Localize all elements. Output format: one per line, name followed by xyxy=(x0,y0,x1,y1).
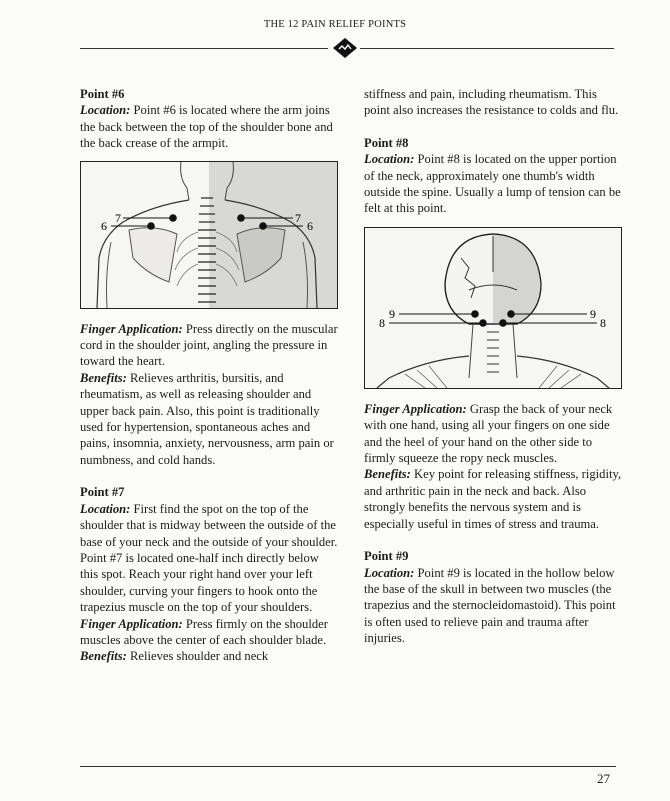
finger-application-label: Finger Application: xyxy=(364,401,467,416)
running-header: THE 12 PAIN RELIEF POINTS xyxy=(263,19,407,30)
location-label: Location: xyxy=(80,501,131,516)
figure-label-9-left: 9 xyxy=(389,306,395,321)
point-6-benefits xyxy=(80,370,338,468)
point-8-heading: Point #8 xyxy=(364,135,409,150)
point-8-left-marker xyxy=(479,319,487,327)
point-7-benefits xyxy=(80,648,338,664)
figure-label-7-right: 7 xyxy=(295,210,301,225)
point-6-right-marker xyxy=(259,222,267,230)
shoulder-back-illustration xyxy=(81,162,337,308)
right-column xyxy=(364,86,622,647)
figure-label-7-left: 7 xyxy=(115,210,121,225)
point-7-benefits-text: Relieves shoulder and neck xyxy=(130,649,269,664)
point-8-finger-text: Grasp the back of your neck with one hand, using all your fingers on one side and the heel of your hand on the other side to firmly squeeze the ropy neck muscles. xyxy=(364,401,613,466)
point-6-benefits-text: Relieves arthritis, bursitis, and rheumatism, as well as releasing shoulder and upper back pain. Also, this point is traditionally used for hypertension, spontaneous aches and pains, insomnia, anxiety, nervousness, arm pain or numbness, and cold hands. xyxy=(80,370,334,467)
point-6-heading: Point #6 xyxy=(80,87,125,101)
location-label: Location: xyxy=(80,103,131,118)
point-8-right-marker xyxy=(499,319,507,327)
left-column xyxy=(80,86,338,665)
neck-back-illustration xyxy=(365,228,621,388)
neck-back-figure xyxy=(364,227,622,389)
figure-label-6-right: 6 xyxy=(307,218,313,233)
point-7-right-marker xyxy=(237,214,245,222)
finger-application-label: Finger Application: xyxy=(80,321,183,336)
point-8-benefits xyxy=(364,466,622,532)
location-label: Location: xyxy=(364,152,415,167)
point-7-benefits-continued: stiffness and pain, including rheumatism. This point also increases the resistance to colds and flu. xyxy=(364,87,619,118)
point-7-finger-application xyxy=(80,616,338,649)
point-7-location xyxy=(80,501,338,616)
point-6-finger-text: Press directly on the muscular cord in the shoulder joint, angling the pressure in toward the heart. xyxy=(80,321,338,369)
point-7-left-marker xyxy=(169,214,177,222)
point-7-heading: Point #7 xyxy=(80,485,125,500)
point-6-finger-application xyxy=(80,321,338,370)
point-7-finger-text: Press firmly on the shoulder muscles above the center of each shoulder blade. xyxy=(80,616,328,647)
point-9-location-text: Point #9 is located in the hollow below the base of the skull in between two muscles (the trapezius and the sternocleidomastoid). This point is often used to relieve pain and trauma after injuries. xyxy=(364,565,616,646)
point-7-location-text: First find the spot on the top of the shoulder that is midway between the outside of the base of your neck and the outside of your shoulder. Point #7 is located one-half inch directly below this spot. Reach your right hand over your left shoulder, curving your fingers to hook onto the trapezius muscle on the top of your shoulders. xyxy=(80,501,338,615)
footer-rule xyxy=(80,766,616,767)
header-rule-right xyxy=(360,48,614,49)
benefits-label: Benefits: xyxy=(80,649,127,664)
point-9-location xyxy=(364,565,622,647)
point-6-location xyxy=(80,102,338,151)
benefits-label: Benefits: xyxy=(80,370,127,385)
point-9-right-marker xyxy=(507,310,515,318)
header-rule-left xyxy=(80,48,328,49)
point-9-left-marker xyxy=(471,310,479,318)
figure-label-8-left: 8 xyxy=(379,315,385,330)
figure-label-6-left: 6 xyxy=(101,218,107,233)
point-8-location-text: Point #8 is located on the upper portion of the neck, approximately one thumb's width outside the spine. Usually a lump of tension can be felt at this point. xyxy=(364,152,621,216)
page-number: 27 xyxy=(597,771,610,786)
point-9-heading: Point #9 xyxy=(364,549,409,564)
point-8-location xyxy=(364,151,622,217)
figure-label-9-right: 9 xyxy=(590,306,596,321)
finger-application-label: Finger Application: xyxy=(80,616,183,631)
location-label: Location: xyxy=(364,565,415,580)
benefits-label: Benefits: xyxy=(364,467,411,482)
figure-label-8-right: 8 xyxy=(600,315,606,330)
point-6-left-marker xyxy=(147,222,155,230)
point-8-benefits-text: Key point for releasing stiffness, rigidity, and arthritic pain in the neck and back. Also strongly benefits the nervous system and is especially useful in times of stress and trauma. xyxy=(364,467,622,531)
point-8-finger-application xyxy=(364,401,622,467)
point-6-location-text: Point #6 is located where the arm joins the back between the top of the shoulder bone and the back crease of the armpit. xyxy=(80,103,333,151)
shoulder-back-figure xyxy=(80,161,338,309)
diamond-emblem-icon xyxy=(332,37,358,59)
